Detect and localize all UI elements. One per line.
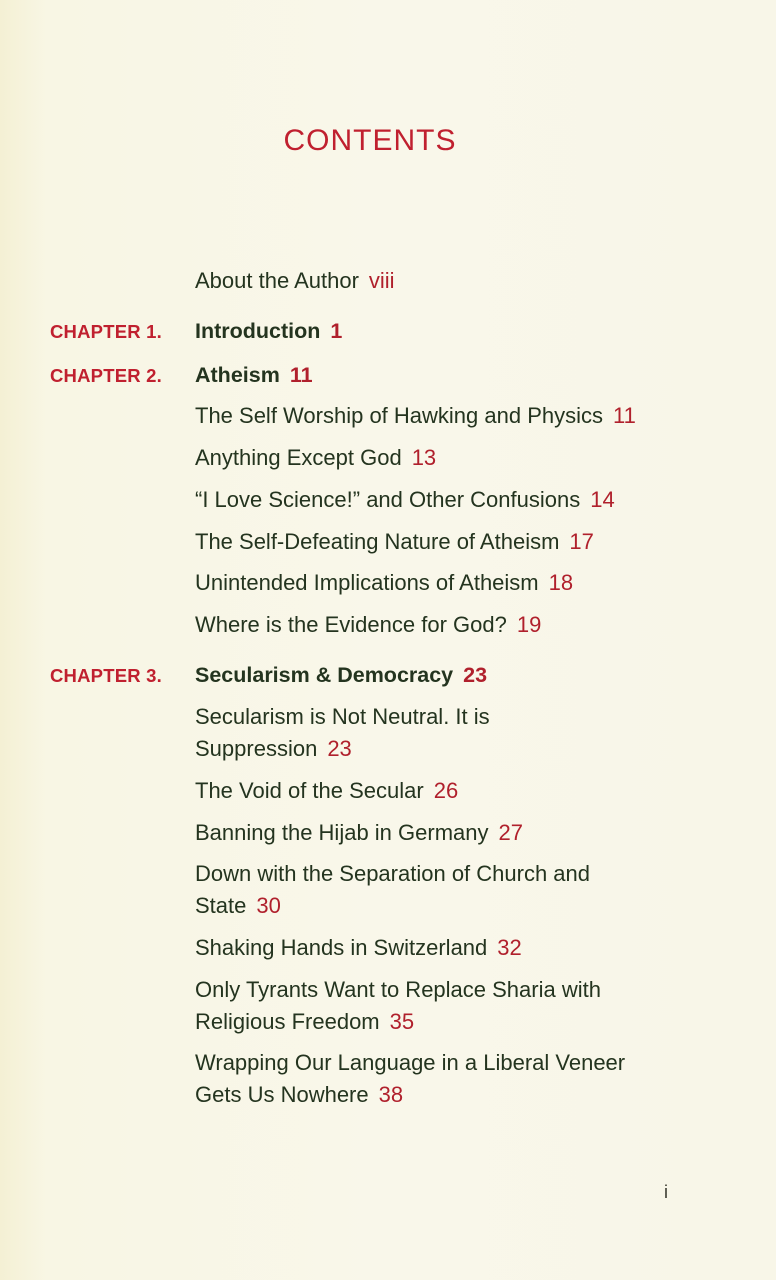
section-page-number: 35 [389,1009,415,1034]
page-title: CONTENTS [283,124,457,157]
toc-section[interactable] [195,442,436,474]
section-page-number: 13 [411,445,437,470]
toc-section[interactable] [195,932,522,964]
chapter-label: CHAPTER 1. [50,321,162,342]
section-title: Where is the Evidence for God? [195,612,507,637]
section-page-number: 18 [548,570,574,595]
toc-section[interactable] [195,526,594,558]
toc-section[interactable] [195,817,523,849]
toc-chapter-1[interactable] [195,315,342,347]
section-page-number: 11 [613,403,636,428]
chapter-page-number: 1 [330,319,343,343]
toc-chapter-3[interactable] [195,659,487,691]
section-title-line2: State [195,893,247,918]
chapter-page-number: 23 [463,663,488,687]
section-title: Anything Except God [195,445,402,470]
chapter-title: Secularism & Democracy [195,663,454,687]
entry-page-number: viii [368,268,395,293]
section-page-number: 17 [569,529,594,554]
entry-title: About the Author [195,268,359,293]
toc-section[interactable] [195,974,601,1038]
section-title: Shaking Hands in Switzerland [195,935,488,960]
section-page-number: 30 [256,893,281,918]
section-page-number: 19 [516,612,542,637]
section-title: Banning the Hijab in Germany [195,820,489,845]
section-page-number: 38 [378,1082,404,1107]
toc-section[interactable] [195,567,573,599]
page-folio: i [664,1182,668,1202]
section-title-line1: Secularism is Not Neutral. It is [195,704,490,729]
section-title-line2: Religious Freedom [195,1009,380,1034]
section-title: The Self Worship of Hawking and Physics [195,403,603,428]
section-page-number: 14 [590,487,615,512]
section-page-number: 23 [327,736,352,761]
chapter-page-number: 11 [289,363,313,387]
chapter-label: CHAPTER 2. [50,365,162,386]
section-page-number: 27 [498,820,523,845]
toc-section[interactable] [195,701,490,765]
toc-section[interactable] [195,775,458,807]
section-title-line1: Wrapping Our Language in a Liberal Veneer [195,1050,626,1075]
section-title: “I Love Science!” and Other Confusions [195,487,581,512]
section-title-line2: Gets Us Nowhere [195,1082,369,1107]
toc-section[interactable] [195,609,541,641]
toc-section[interactable] [195,484,615,516]
chapter-title: Atheism [195,363,280,387]
section-title-line1: Down with the Separation of Church and [195,861,591,886]
section-page-number: 26 [433,778,459,803]
section-title: The Void of the Secular [195,778,424,803]
toc-section[interactable] [195,1047,625,1111]
toc-section[interactable] [195,400,636,432]
section-title: Unintended Implications of Atheism [195,570,539,595]
toc-chapter-2[interactable] [195,359,313,391]
toc-section[interactable] [195,858,590,922]
section-title: The Self-Defeating Nature of Atheism [195,529,560,554]
section-title-line2: Suppression [195,736,318,761]
toc-entry-about-author[interactable] [195,265,395,297]
chapter-label: CHAPTER 3. [50,665,162,686]
section-page-number: 32 [497,935,522,960]
chapter-title: Introduction [195,319,321,343]
section-title-line1: Only Tyrants Want to Replace Sharia with [195,977,601,1002]
